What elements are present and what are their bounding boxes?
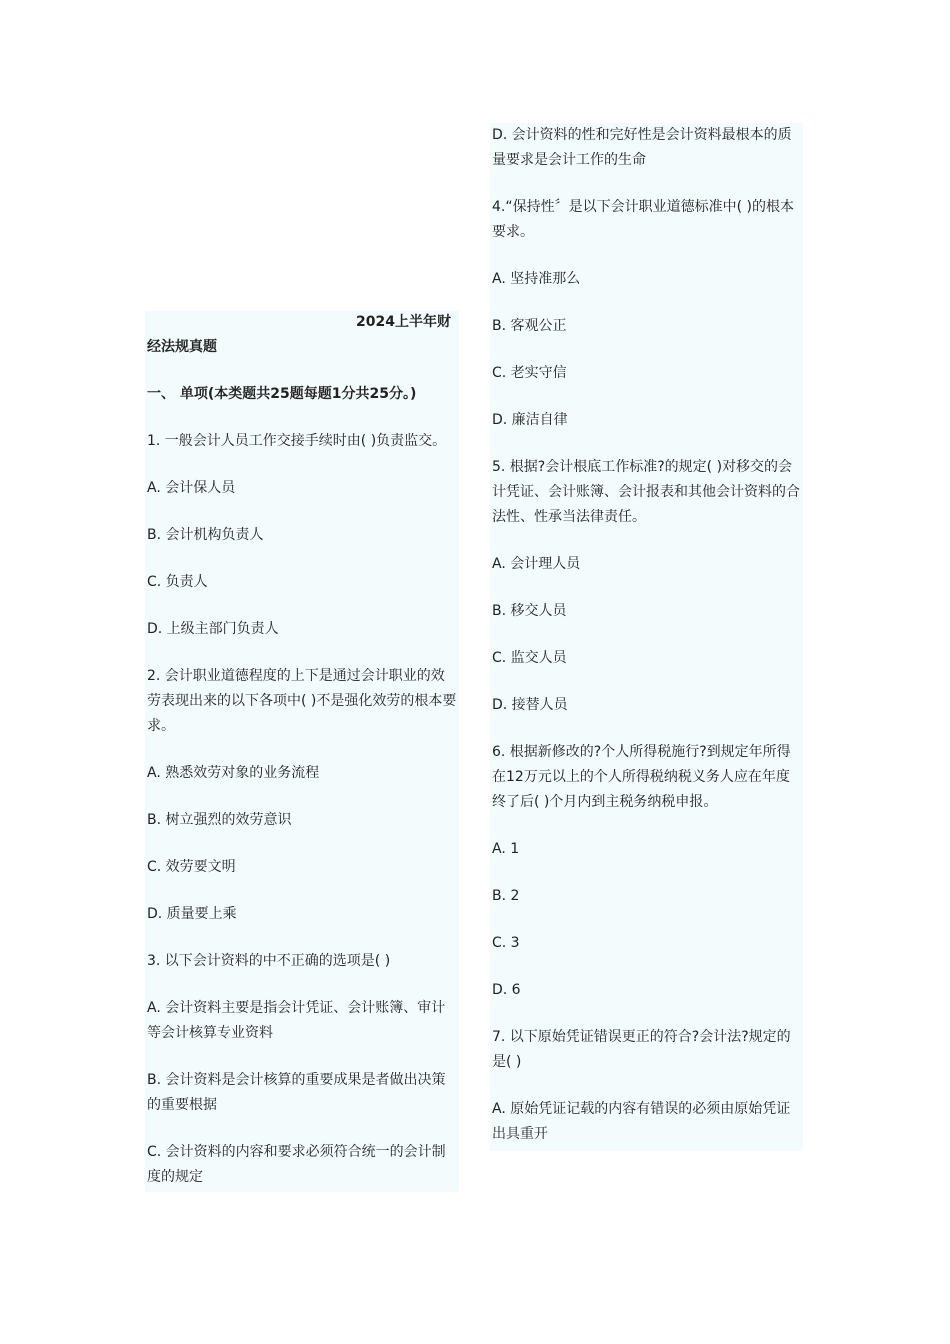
option-5b: B. 移交人员 (492, 603, 567, 619)
option-3b: B. 会计资料是会计核算的重要成果是者做出决策的重要根据 (147, 1072, 446, 1113)
option-5c: C. 监交人员 (492, 650, 567, 666)
left-column (145, 310, 459, 1192)
option-1a: A. 会计保人员 (147, 480, 236, 496)
option-4d: D. 廉洁自律 (492, 412, 568, 428)
document-title-line2: 经法规真题 (147, 339, 217, 355)
option-5d: D. 接替人员 (492, 697, 568, 713)
option-3d: D. 会计资料的性和完好性是会计资料最根本的质量要求是会计工作的生命 (492, 127, 792, 168)
option-6d: D. 6 (492, 982, 521, 998)
option-1b: B. 会计机构负责人 (147, 527, 264, 543)
option-4a: A. 坚持准那么 (492, 271, 581, 287)
right-column (490, 123, 803, 1151)
option-6a: A. 1 (492, 841, 520, 857)
option-2a: A. 熟悉效劳对象的业务流程 (147, 765, 320, 781)
question-4: 4.“保持性〞是以下会计职业道德标准中( )的根本要求。 (492, 199, 794, 240)
option-2b: B. 树立强烈的效劳意识 (147, 812, 292, 828)
option-1c: C. 负责人 (147, 574, 208, 590)
option-2c: C. 效劳要文明 (147, 859, 236, 875)
option-5a: A. 会计理人员 (492, 556, 581, 572)
option-3a: A. 会计资料主要是指会计凭证、会计账簿、审计等会计核算专业资料 (147, 1000, 446, 1041)
option-4b: B. 客观公正 (492, 318, 567, 334)
option-6b: B. 2 (492, 888, 520, 904)
question-6: 6. 根据新修改的?个人所得税施行?到规定年所得在12万元以上的个人所得税纳税义务人应在年度终了后( )个月内到主税务纳税申报。 (492, 744, 791, 810)
question-2: 2. 会计职业道德程度的上下是通过会计职业的效劳表现出来的以下各项中( )不是强化效劳的根本要求。 (147, 668, 457, 734)
question-5: 5. 根据?会计根底工作标准?的规定( )对移交的会计凭证、会计账簿、会计报表和其他会计资料的合法性、性承当法律责任。 (492, 459, 800, 525)
option-6c: C. 3 (492, 935, 520, 951)
option-2d: D. 质量要上乘 (147, 906, 237, 922)
question-1: 1. 一般会计人员工作交接手续时由( )负责监交。 (147, 433, 447, 449)
left-paragraphs (147, 429, 457, 1190)
question-3: 3. 以下会计资料的中不正确的选项是( ) (147, 953, 391, 969)
question-7: 7. 以下原始凭证错误更正的符合?会计法?规定的是( ) (492, 1029, 791, 1070)
option-7a: A. 原始凭证记载的内容有错误的必须由原始凭证出具重开 (492, 1101, 791, 1142)
option-1d: D. 上级主部门负责人 (147, 621, 279, 637)
option-3c: C. 会计资料的内容和要求必须符合统一的会计制度的规定 (147, 1144, 446, 1185)
section-heading: 一、 单项(本类题共25题每题1分共25分。) (147, 386, 417, 402)
document-title-line1: 2024上半年财 (356, 314, 451, 330)
option-4c: C. 老实守信 (492, 365, 567, 381)
